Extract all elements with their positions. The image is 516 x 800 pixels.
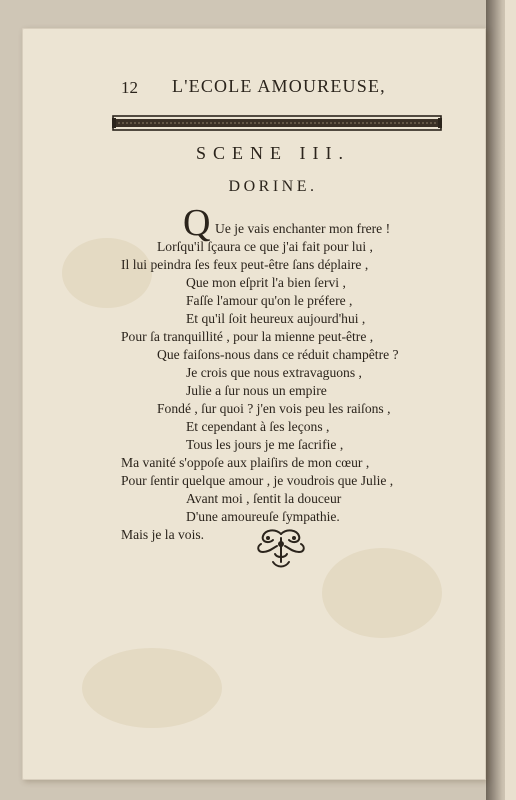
verse-line: Pour ſentir quelque amour , je voudrois que Julie ,	[121, 473, 394, 488]
verse-line: Et cependant à ſes leçons ,	[186, 419, 330, 434]
verse-line: Tous les jours je me ſacrifie ,	[186, 437, 344, 452]
page-number: 12	[121, 78, 138, 97]
ornamental-rule-icon	[112, 115, 442, 131]
verse-line: Avant moi , ſentit la douceur	[186, 491, 342, 506]
paper-stain	[322, 548, 442, 638]
verse-line: Ue je vais enchanter mon frere !	[215, 221, 391, 236]
verse-line: Il lui peindra ſes feux peut-être ſans déplaire ,	[121, 257, 369, 272]
drop-cap: Q	[183, 202, 211, 244]
verse-line: Que mon eſprit l'a bien ſervi ,	[186, 275, 346, 290]
verse-line: Et qu'il ſoit heureux aujourd'hui ,	[186, 311, 366, 326]
speaker-name: DORINE.	[228, 178, 318, 195]
next-page-edge	[505, 0, 516, 800]
scene-title: SCENE III.	[196, 143, 350, 163]
verse-line: Je crois que nous extravaguons ,	[186, 365, 362, 380]
verse-line: Fondé , ſur quoi ? j'en vois peu les raiſons ,	[157, 401, 391, 416]
paper-stain	[82, 648, 222, 728]
verse-line: Ma vanité s'oppoſe aux plaiſirs de mon cœur ,	[121, 455, 370, 470]
verse-line: D'une amoureuſe ſympathie.	[186, 509, 340, 524]
floral-vignette-icon	[255, 528, 307, 572]
verse-line: Lorſqu'il ſçaura ce que j'ai fait pour lui ,	[157, 239, 373, 254]
verse-line: Julie a ſur nous un empire	[186, 383, 327, 398]
running-head: L'ECOLE AMOUREUSE,	[172, 76, 386, 96]
verse-line: Que faiſons-nous dans ce réduit champêtre ?	[157, 347, 399, 362]
verse-line: Mais je la vois.	[121, 527, 205, 542]
verse-line: Faſſe l'amour qu'on le préfere ,	[186, 293, 353, 308]
verse-line: Pour ſa tranquillité , pour la mienne peut-être ,	[121, 329, 374, 344]
